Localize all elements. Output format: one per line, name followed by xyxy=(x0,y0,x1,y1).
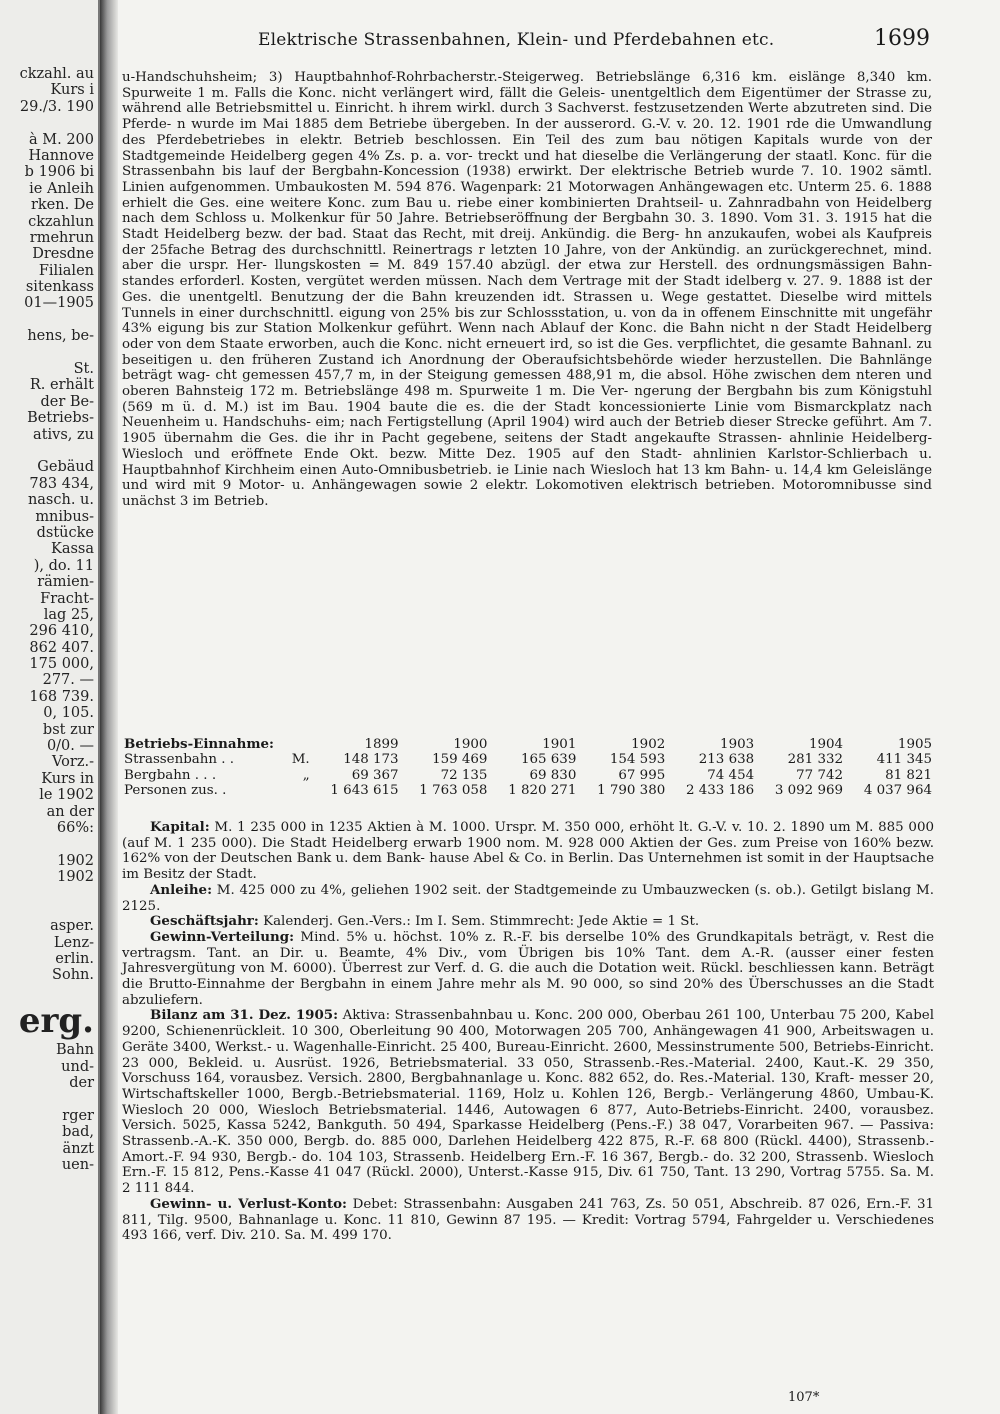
adjacent-page-line: 296 410, xyxy=(29,623,94,640)
adjacent-page-line: 1902 xyxy=(57,852,94,869)
adjacent-page-line xyxy=(0,443,94,459)
revenue-header-row xyxy=(122,736,934,752)
financial-sections xyxy=(122,820,934,1244)
revenue-cell: 165 639 xyxy=(520,752,577,768)
financial-section xyxy=(122,883,934,914)
adjacent-page-line xyxy=(0,115,94,131)
revenue-cell: 281 332 xyxy=(787,752,844,768)
section-text: Kalenderj. Gen.-Vers.: Im I. Sem. Stimmrecht: Jede Aktie = 1 St. xyxy=(258,914,700,930)
revenue-cell: 148 173 xyxy=(343,752,399,768)
adjacent-page-line: 862 407. xyxy=(29,639,94,656)
year-header: 1903 xyxy=(720,736,755,752)
adjacent-page-line: 29./3. 190 xyxy=(19,98,94,115)
adjacent-page-line: an der xyxy=(46,803,94,820)
revenue-cell: 411 345 xyxy=(876,752,932,768)
adjacent-page-line: Kurs i xyxy=(50,82,94,99)
adjacent-page-line: uen- xyxy=(61,1157,94,1173)
adjacent-page-line: lag 25, xyxy=(43,606,94,623)
section-label: Geschäftsjahr: xyxy=(150,913,259,930)
company-description xyxy=(122,70,932,510)
adjacent-page-line: rämien- xyxy=(37,574,94,591)
adjacent-page-line: R. erhält xyxy=(29,377,94,394)
adjacent-page-line xyxy=(0,902,94,918)
adjacent-page-line: rmehrun xyxy=(29,229,94,246)
revenue-cell: 72 135 xyxy=(440,767,488,783)
signature-mark: 107* xyxy=(788,1390,820,1405)
year-header: 1902 xyxy=(631,736,666,752)
table-row xyxy=(122,768,934,784)
adjacent-page-line: le 1902 xyxy=(39,787,94,804)
row-unit: „ xyxy=(302,767,310,783)
adjacent-page-line: Lenz- xyxy=(53,934,94,951)
adjacent-page-line xyxy=(0,345,94,361)
adjacent-page-line: der xyxy=(69,1075,94,1092)
row-label: Personen zus. . xyxy=(124,783,227,799)
adjacent-page-line: rken. De xyxy=(30,197,94,214)
section-text: Aktiva: Strassenbahnbau u. Konc. 200 000, Oberbau 261 100, Unterbau 75 200, Kabel 9200, Schienenrückleit. 10 300, Oberleitung 90 400, Motorwagen 205 700, Anhängewagen 41 900, Arbeitswagen u. Geräte 3400, Werkst.- u. Wagenhalle-Einricht. 25 400, Bureau-Einricht. 2600, Messinstrumente 500, Betriebs-Einricht. 23 000, Bekleid. u. Ausrüst. 1926, Betriebsmaterial. 33 050, Strassenb.-Res.-Material. 2400, Kaut.-K. 29 350, Vorschuss 164, vorausbez. Versich. 2800, Bergbahnanlage u. Konc. 882 652, do. Res.-Material. 130, Kraft- messer 20, Wirtschaftskeller 1000, Bergb.-Betriebsmaterial. 1169, Holz u. Kohlen 126, Bergb.- Verlängerung 4860, Umbau-K. Wiesloch 20 000, Wiesloch Betriebsmaterial. 1446, Autowagen 6 877, Auto-Betriebs-Einricht. 2400, vorausbez. Versich. 5025, Kassa 5242, Bankguth. 50 494, Sparkasse Heidelberg (Pens.-F.) 38 047, Vorarbeiten 967. — Passiva: Strassenb.-A.-K. 350 000, Bergb. do. 885 000, Darlehen Heidelberg 422 875, R.-F. 68 800 (Rückl. 4400), Strassenb.-Amort.-F. 94 930, Bergb.- do. 104 103, Strassenb. Heidelberg Ern.-F. 16 367, Bergb.- do. 32 200, Strassenb. Wiesloch Ern.-F. 15 812, Pens.-Kasse 41 047 (Rückl. 2000), Unterst.-Kasse 915, Div. 61 750, Tant. 13 290, Vortrag 5755. Sa. M. 2 111 844. xyxy=(122,1008,934,1197)
revenue-cell: 1 820 271 xyxy=(508,783,577,799)
section-label: Anleihe: xyxy=(150,881,213,898)
table-row xyxy=(122,783,934,799)
adjacent-page-line: Kurs in xyxy=(41,770,94,787)
financial-section xyxy=(122,820,934,883)
revenue-cell: 213 638 xyxy=(698,752,755,768)
table-row xyxy=(122,752,934,768)
adjacent-page-line: ativs, zu xyxy=(33,426,94,443)
adjacent-page-line: Bahn xyxy=(56,1042,94,1059)
adjacent-page-line: bst zur xyxy=(42,721,94,738)
section-label: Gewinn-Verteilung: xyxy=(150,928,295,945)
revenue-cell: 3 092 969 xyxy=(774,783,844,799)
adjacent-page-line xyxy=(0,886,94,902)
adjacent-page-line: sitenkass xyxy=(25,279,94,296)
adjacent-page-line: 1902 xyxy=(57,869,94,886)
adjacent-page-line: erlin. xyxy=(55,951,94,968)
adjacent-page-line: asper. xyxy=(50,918,94,935)
adjacent-page-line: Gebäud xyxy=(37,459,94,476)
revenue-cell: 81 821 xyxy=(885,767,932,783)
section-label: Gewinn- u. Verlust-Konto: xyxy=(150,1195,347,1212)
page-header xyxy=(118,26,1000,54)
adjacent-page-line: Kassa xyxy=(50,541,94,558)
section-label: Bilanz am 31. Dez. 1905: xyxy=(150,1007,339,1024)
running-title: Elektrische Strassenbahnen, Klein- und Pferdebahnen etc. xyxy=(258,30,775,50)
adjacent-page-line: und- xyxy=(61,1058,94,1075)
revenue-cell: 77 742 xyxy=(796,767,844,783)
adjacent-page-line: Sohn. xyxy=(52,967,94,984)
adjacent-page-line: Hannove xyxy=(28,147,94,164)
revenue-cell: 2 433 186 xyxy=(685,783,755,799)
adjacent-page-line: 277. — xyxy=(42,672,94,689)
adjacent-page-line: mnibus- xyxy=(35,508,94,525)
adjacent-page-line: rger xyxy=(62,1107,94,1124)
revenue-cell: 159 469 xyxy=(432,752,488,768)
financial-section xyxy=(122,930,934,1009)
adjacent-page-line: Vorz.- xyxy=(52,754,94,771)
adjacent-page-line xyxy=(0,1091,94,1107)
revenue-cell: 4 037 964 xyxy=(863,783,932,799)
revenue-cell: 154 593 xyxy=(609,752,666,768)
adjacent-page-line: erg. xyxy=(18,1001,94,1042)
year-header: 1899 xyxy=(364,736,399,752)
revenue-label: Betriebs-Einnahme: xyxy=(124,736,274,752)
section-text: M. 425 000 zu 4%, geliehen 1902 seit. der Stadtgemeinde zu Umbauzwecken (s. ob.). Getilgt bislang M. 2125. xyxy=(122,882,934,914)
adjacent-page-line: hens, be- xyxy=(27,328,94,345)
adjacent-page-line: Dresdne xyxy=(32,246,94,263)
adjacent-page-line: ckzahlun xyxy=(28,213,94,230)
year-header: 1901 xyxy=(542,736,577,752)
document-page xyxy=(118,0,1000,1414)
adjacent-page-line: Fracht- xyxy=(40,590,94,607)
adjacent-page-line: Betriebs- xyxy=(27,410,94,427)
adjacent-page-line: 66%: xyxy=(56,819,94,836)
year-header: 1900 xyxy=(453,736,488,752)
adjacent-page-line: 0/0. — xyxy=(46,738,94,755)
page-number: 1699 xyxy=(874,26,930,51)
adjacent-page-line: ie Anleih xyxy=(29,180,94,197)
adjacent-page-text xyxy=(0,66,94,1173)
adjacent-page-line: 168 739. xyxy=(29,688,94,705)
adjacent-page-line: nasch. u. xyxy=(27,492,94,509)
row-unit: M. xyxy=(291,752,310,768)
adjacent-page-line xyxy=(0,984,94,1000)
adjacent-page-line: ), do. 11 xyxy=(33,557,94,574)
adjacent-page-line: bad, xyxy=(62,1124,94,1141)
book-spine xyxy=(100,0,118,1414)
financial-section xyxy=(122,1008,934,1196)
adjacent-page-line: der Be- xyxy=(40,393,94,410)
revenue-table xyxy=(122,736,934,799)
revenue-cell: 69 367 xyxy=(351,767,399,783)
section-text: Mind. 5% u. höchst. 10% z. R.-F. bis derselbe 10% des Grundkapitals beträgt, v. Rest die vertragsm. Tant. an Dir. u. Beamte, 4% Div., vom Übrigen bis 10% Tant. dem A.-R. (ausser einer festen Jahresvergütung von M. 6000). Überrest zur Verf. d. G. die auch die Dotation weit. Rückl. beschliessen kann. Beträgt die Brutto-Einnahme der Bergbahn in einem Jahre mehr als M. 90 000, so sind 20% des Überschusses an die Stadt abzuliefern. xyxy=(122,929,934,1008)
adjacent-page-line: Filialen xyxy=(38,262,94,279)
revenue-cell: 74 454 xyxy=(707,767,755,783)
revenue-cell: 1 643 615 xyxy=(330,783,399,799)
row-unit xyxy=(281,783,312,799)
adjacent-page-line: 175 000, xyxy=(29,656,94,673)
section-text: Debet: Strassenbahn: Ausgaben 241 763, Zs. 50 051, Abschreib. 87 026, Ern.-F. 31 811, Tilg. 9500, Bahnanlage u. Konc. 11 810, Gewinn 87 195. — Kredit: Vortrag 5794, Fahrgelder u. Verschiedenes 493 166, verf. Div. 210. Sa. M. 499 170. xyxy=(122,1196,934,1244)
adjacent-page-line: änzt xyxy=(62,1140,94,1157)
year-header: 1904 xyxy=(808,736,844,752)
row-label: Bergbahn . . . xyxy=(124,767,217,783)
description-paragraph: u-Handschuhsheim; 3) Hauptbahnhof-Rohrbacherstr.-Steigerweg. Betriebslänge 6,316 km. eislänge 8,340 km. Spurweite 1 m. Falls die Konc. nicht verlängert wird, fällt die Geleis- unentgeltlich dem Eigentümer der Strasse zu, während alle Betriebsmittel u. Einricht. h ihrem wirkl. durch 3 Sachverst. festzusetzenden Werte abzutreten sind. Die Pferde- n wurde im Mai 1885 dem Betriebe übergeben. In der ausserord. G.-V. v. 20. 12. 1901 rde die Umwandlung des Pferdebetriebes in elektr. Betrieb beschlossen. Ein Teil des zum bau nötigen Kapitals wurde von der Stadtgemeinde Heidelberg gegen 4% Zs. p. a. vor- treckt und hat dieselbe die Verlängerung der staatl. Konc. für die Strassenbahn bis lauf der Bergbahn-Koncession (1938) erwirkt. Der elektrische Betrieb wurde 7. 10. 1902 sämtl. Linien aufgenommen. Umbaukosten M. 594 876. Wagenpark: 21 Motorwagen Anhängewagen etc. Unterm 25. 6. 1888 erhielt die Ges. eine weitere Konc. zum Bau u. riebe einer kombinierten Drahtseil- u. Zahnradbahn von Heidelberg nach dem Schloss u. Molkenkur für 50 Jahre. Betriebseröffnung der Bergbahn 30. 3. 1890. Vom 31. 3. 1915 hat die Stadt Heidelberg bezw. der bad. Staat das Recht, mit dreij. Ankündig. die Berg- hn anzukaufen, wobei als Kaufpreis der 25fache Betrag des durchschnittl. Reinertrags r letzten 10 Jahre, von der Ankündig. an zurückgerechnet, mind. aber die urspr. Her- llungskosten = M. 849 157.40 abzügl. der etwa zur Herstell. des ordnungsmässigen Bahn- standes erforderl. Kosten, vergütet werden müssen. Nach dem Vertrage mit der Stadt idelberg v. 27. 9. 1888 ist der Ges. die unentgeltl. Benutzung der die Bahn kreuzenden idt. Strassen u. Wege gestattet. Dieselbe wird mittels Tunnels in einer durchschnittl. eigung von 25% bis zur Schlossstation, u. von da in offenem Einschnitte mit ungefähr 43% eigung bis zur Station Molkenkur geführt. Wenn nach Ablauf der Konc. die Bahn nicht n der Stadt Heidelberg oder von dem Staate erworben, auch die Konc. nicht erneuert ird, so ist die Ges. verpflichtet, die gesamte Bahnanl. zu beseitigen u. den früheren Zustand ich Anordnung der Oberaufsichtsbehörde wieder herzustellen. Die Bahnlänge beträgt wag- cht gemessen 457,7 m, in der Steigung gemessen 488,91 m, die absol. Höhe zwischen dem nteren und oberen Bahnsteig 172 m. Betriebslänge 498 m. Spurweite 1 m. Die Ver- ngerung der Bergbahn bis zum Königstuhl (569 m ü. d. M.) ist im Bau. 1904 baute die es. die der Stadt koncessionierte Linie vom Bismarckplatz nach Neuenheim u. Handschuhs- eim; nach Fertigstellung (April 1904) wird auch der Betrieb dieser Strecke geführt. Am 7. 1905 übernahm die Ges. die ihr in Pacht gegebene, seitens der Stadt angekaufte Strassen- ahnlinie Heidelberg-Wiesloch und eröffnete Ende Okt. bezw. Mitte Dez. 1905 auf den Stadt- ahnlinien Karlstor-Schlierbach u. Hauptbahnhof Kirchheim einen Auto-Omnibusbetrieb. ie Linie nach Wiesloch hat 13 km Bahn- u. 14,4 km Geleislänge und wird mit 9 Motor- u. Anhängewagen sowie 2 elektr. Lokomotiven elektrisch betrieben. Motoromnibusse sind unächst 3 im Betrieb. xyxy=(122,70,932,509)
adjacent-page-line: 783 434, xyxy=(29,475,94,492)
adjacent-page-line: 0, 105. xyxy=(43,705,94,722)
revenue-cell: 67 995 xyxy=(618,767,666,783)
year-header: 1905 xyxy=(897,736,932,752)
revenue-cell: 1 790 380 xyxy=(597,783,666,799)
revenue-cell: 1 763 058 xyxy=(419,783,488,799)
adjacent-page-line: St. xyxy=(73,361,94,378)
adjacent-page-line: ckzahl. au xyxy=(19,66,94,82)
adjacent-page-line xyxy=(0,312,94,328)
adjacent-page-line: b 1906 bi xyxy=(24,164,94,181)
section-label: Kapital: xyxy=(150,819,210,835)
financial-section xyxy=(122,914,934,930)
adjacent-page-line: 01—1905 xyxy=(24,295,94,312)
adjacent-page-line: à M. 200 xyxy=(29,131,94,148)
row-label: Strassenbahn . . xyxy=(124,752,235,768)
adjacent-page-fragment xyxy=(0,0,100,1414)
section-text: M. 1 235 000 in 1235 Aktien à M. 1000. Urspr. M. 350 000, erhöht lt. G.-V. v. 10. 2. 1890 um M. 885 000 (auf M. 1 235 000). Die Stadt Heidelberg erwarb 1900 nom. M. 928 000 Aktien der Ges. zum Preise von 160% bezw. 162% von der Deutschen Bank u. dem Bank- hause Abel & Co. in Berlin. Das Unternehmen ist somit in der Hauptsache im Besitz der Stadt. xyxy=(122,820,934,883)
revenue-cell: 69 830 xyxy=(529,767,577,783)
adjacent-page-line xyxy=(0,836,94,852)
financial-section xyxy=(122,1197,934,1244)
adjacent-page-line: dstücke xyxy=(36,524,94,541)
